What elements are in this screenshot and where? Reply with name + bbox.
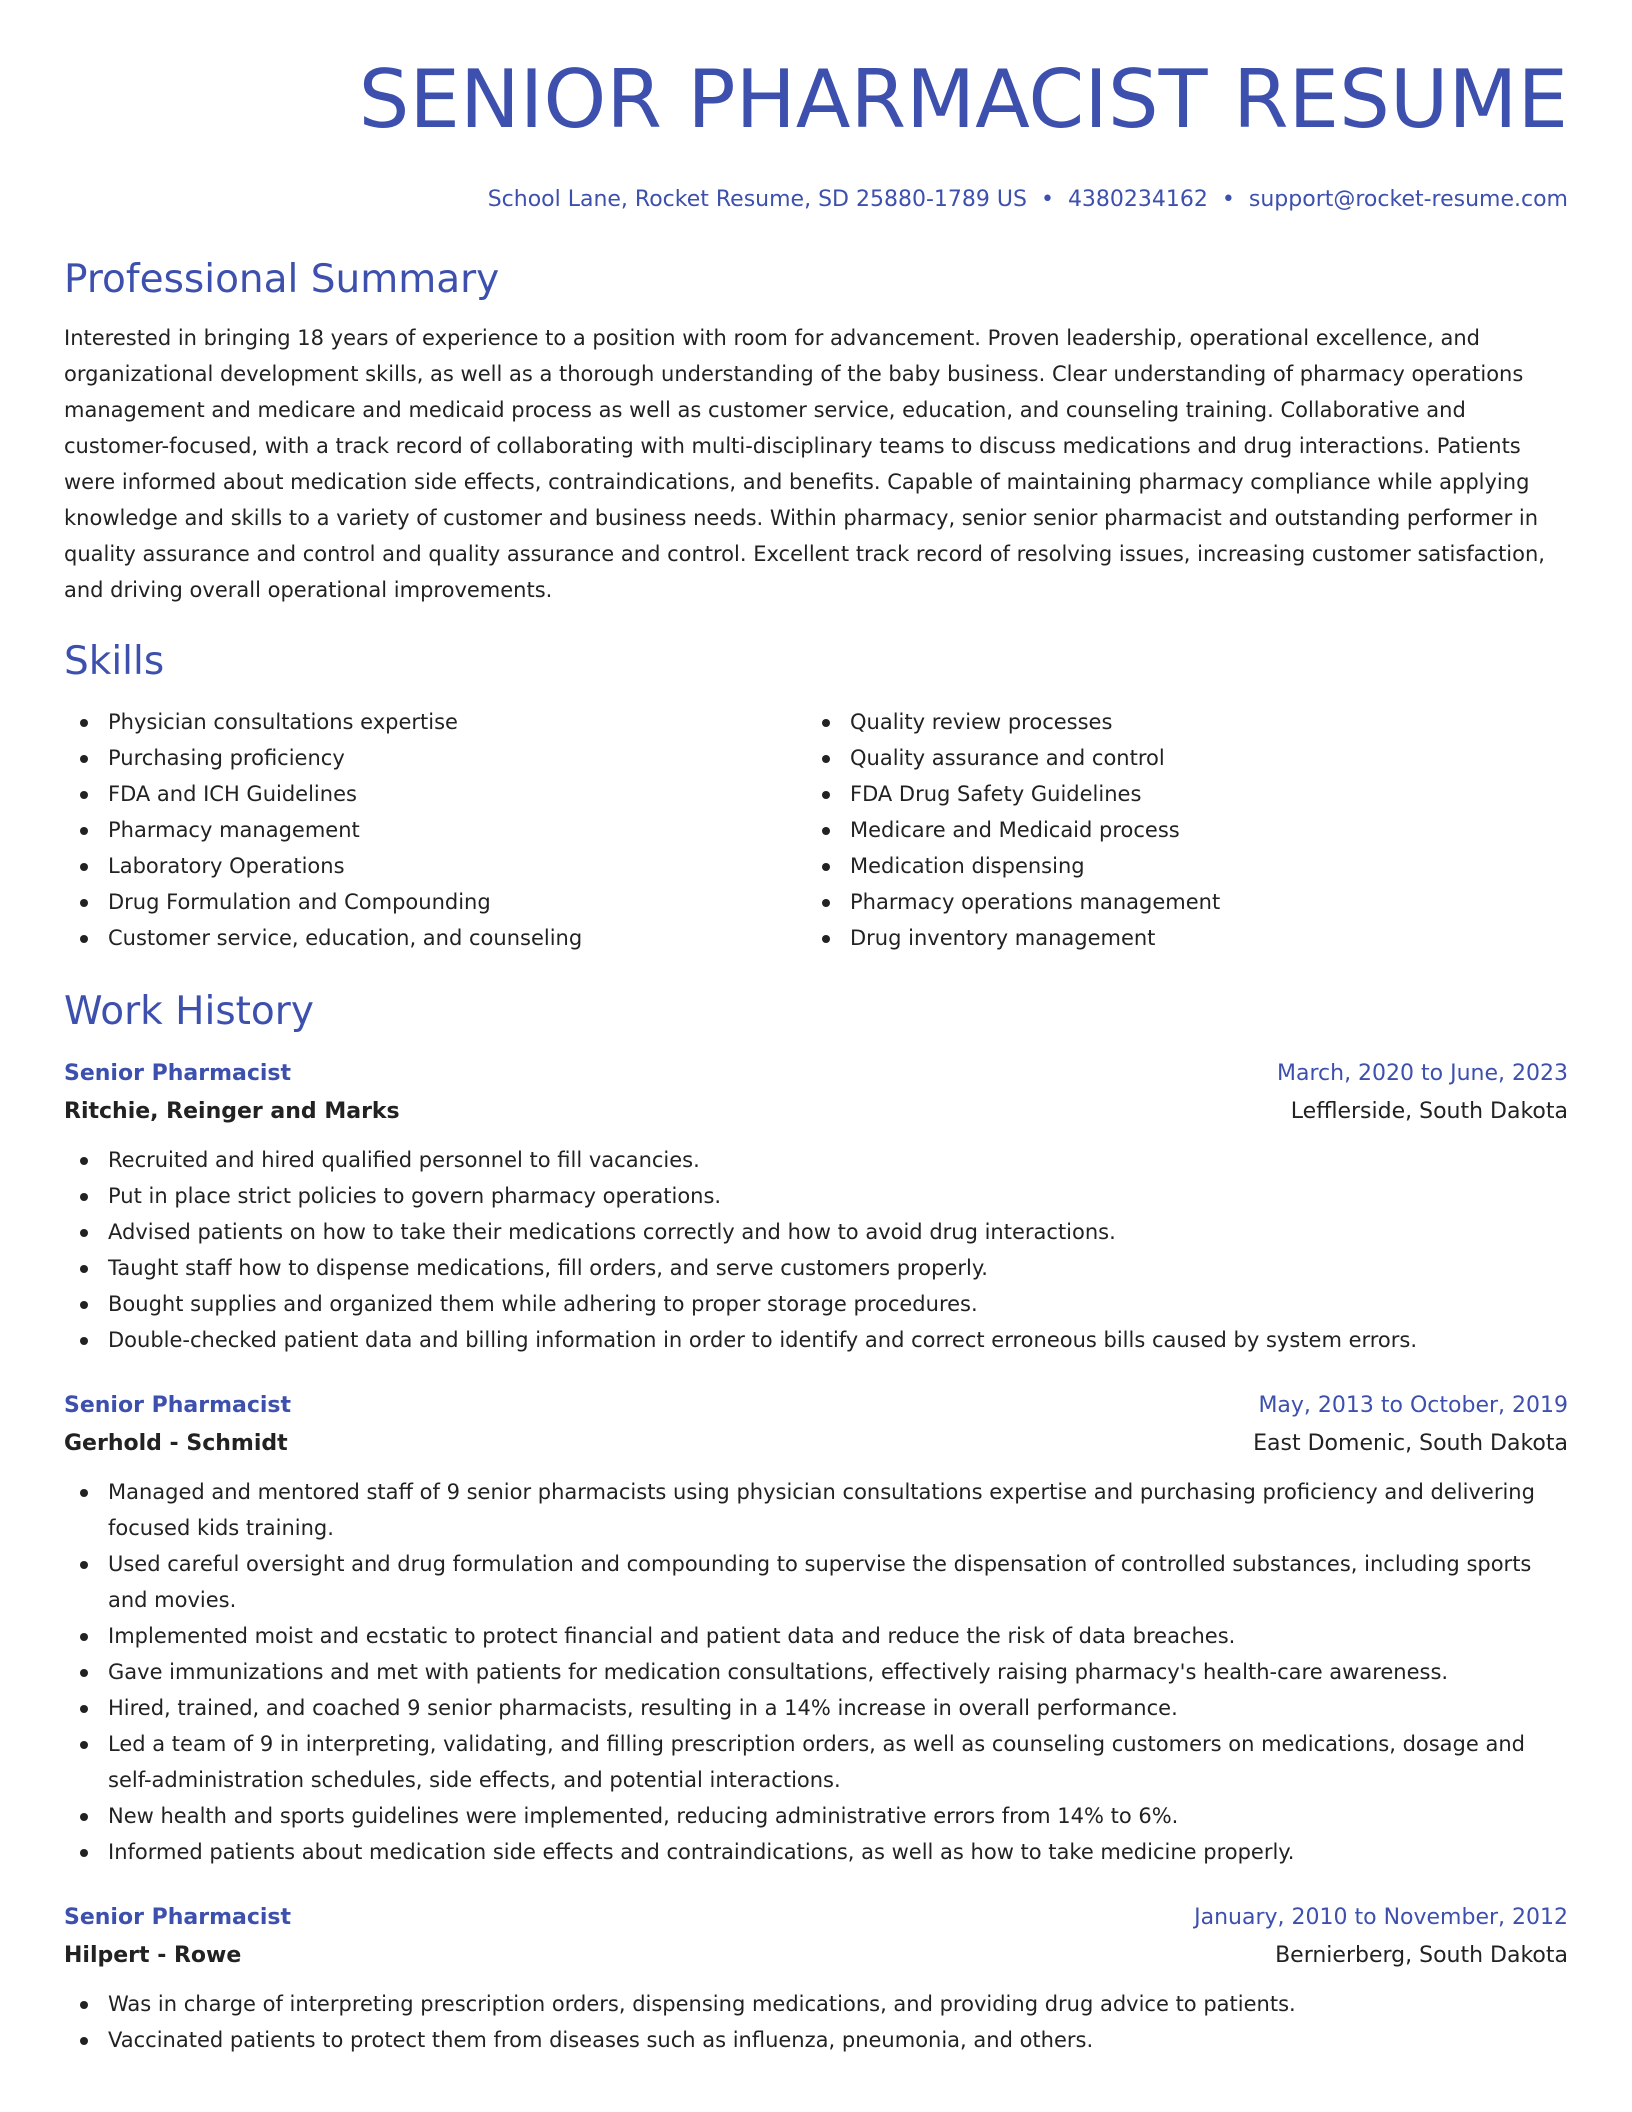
summary-text: Interested in bringing 18 years of experience to a position with room for advancement. Proven leadership, operational excellence, and organizational development skills, as well as a thorough understanding of the baby business. Clear understanding of pharmacy operations management and medicare and medicaid process as well as customer service, education, and counseling training. Collaborative and customer-focused, with a track record of collaborating with multi-disciplinary teams to discuss medications and drug interactions. Patients were informed about medication side effects, contraindications, and benefits. Capable of maintaining pharmacy compliance while applying knowledge and skills to a variety of customer and business needs. Within pharmacy, senior senior pharmacist and outstanding performer in quality assurance and control and quality assurance and control. Excellent track record of resolving issues, increasing customer satisfaction, and driving overall operational improvements.: [64, 326, 1545, 602]
job-bullet: Led a team of 9 in interpreting, validating, and filling prescription orders, as well as counseling customers on medications, dosage and self-administration schedules, side effects, and potential interactions.: [64, 1726, 1568, 1798]
job-bullet: Vaccinated patients to protect them from diseases such as influenza, pneumonia, and others.: [64, 2022, 1568, 2058]
skill-item: Quality assurance and control: [806, 740, 1548, 776]
skill-item: Physician consultations expertise: [64, 704, 806, 740]
job-bullet: Used careful oversight and drug formulation and compounding to supervise the dispensation of controlled substances, including sports and movies.: [64, 1546, 1568, 1618]
skill-item: Laboratory Operations: [64, 848, 806, 884]
skill-item: FDA Drug Safety Guidelines: [806, 776, 1548, 812]
contact-address: School Lane, Rocket Resume, SD 25880-1789 US: [487, 187, 1027, 212]
job-entry: [64, 1056, 1568, 1358]
skill-item: Drug inventory management: [806, 920, 1548, 956]
skill-item: Quality review processes: [806, 704, 1548, 740]
job-company-row: [64, 1092, 1568, 1132]
job-company: Ritchie, Reinger and Marks: [64, 1099, 400, 1124]
job-company: Hilpert - Rowe: [64, 1943, 242, 1968]
skill-item: Medication dispensing: [806, 848, 1548, 884]
job-title: Senior Pharmacist: [64, 1061, 292, 1086]
job-company-row: [64, 1424, 1568, 1464]
job-bullet-list: [64, 1986, 1568, 2058]
job-title-row: [64, 1056, 1568, 1092]
skills-heading: Skills: [64, 639, 165, 684]
contact-separator: •: [1221, 187, 1235, 212]
contact-line: [64, 186, 1568, 214]
job-bullet-list: [64, 1474, 1568, 1870]
job-location: Lefflerside, South Dakota: [1290, 1099, 1568, 1124]
contact-phone: 4380234162: [1067, 187, 1208, 212]
skill-item: Drug Formulation and Compounding: [64, 884, 806, 920]
job-bullet: Recruited and hired qualified personnel to fill vacancies.: [64, 1142, 1568, 1178]
skill-item: Customer service, education, and counseling: [64, 920, 806, 956]
job-company-row: [64, 1936, 1568, 1976]
job-dates: March, 2020 to June, 2023: [1277, 1061, 1568, 1086]
skill-item: FDA and ICH Guidelines: [64, 776, 806, 812]
skill-item: Medicare and Medicaid process: [806, 812, 1548, 848]
job-bullet: Managed and mentored staff of 9 senior pharmacists using physician consultations expertise and purchasing proficiency and delivering focused kids training.: [64, 1474, 1568, 1546]
job-dates: May, 2013 to October, 2019: [1258, 1393, 1568, 1418]
job-dates: January, 2010 to November, 2012: [1194, 1905, 1568, 1930]
job-company: Gerhold - Schmidt: [64, 1431, 288, 1456]
skill-item: Pharmacy operations management: [806, 884, 1548, 920]
job-title-row: [64, 1900, 1568, 1936]
skill-item: Purchasing proficiency: [64, 740, 806, 776]
contact-separator: •: [1040, 187, 1054, 212]
job-bullet: Bought supplies and organized them while adhering to proper storage procedures.: [64, 1286, 1568, 1322]
job-entry: [64, 1388, 1568, 1870]
job-bullet-list: [64, 1142, 1568, 1358]
job-bullet: Was in charge of interpreting prescription orders, dispensing medications, and providing drug advice to patients.: [64, 1986, 1568, 2022]
summary-heading: Professional Summary: [64, 257, 500, 302]
resume-title: SENIOR PHARMACIST RESUME: [358, 53, 1568, 146]
job-location: Bernierberg, South Dakota: [1275, 1943, 1568, 1968]
job-entry: [64, 1900, 1568, 2058]
job-title: Senior Pharmacist: [64, 1393, 292, 1418]
job-title-row: [64, 1388, 1568, 1424]
resume-page: [64, 0, 1568, 2058]
job-bullet: Double-checked patient data and billing information in order to identify and correct erroneous bills caused by system errors.: [64, 1322, 1568, 1358]
job-bullet: Advised patients on how to take their medications correctly and how to avoid drug interactions.: [64, 1214, 1568, 1250]
contact-email: support@rocket-resume.com: [1248, 187, 1568, 212]
job-bullet: Taught staff how to dispense medications, fill orders, and serve customers properly.: [64, 1250, 1568, 1286]
job-bullet: Hired, trained, and coached 9 senior pharmacists, resulting in a 14% increase in overall performance.: [64, 1690, 1568, 1726]
job-bullet: Implemented moist and ecstatic to protect financial and patient data and reduce the risk of data breaches.: [64, 1618, 1568, 1654]
job-bullet: New health and sports guidelines were implemented, reducing administrative errors from 14% to 6%.: [64, 1798, 1568, 1834]
job-title: Senior Pharmacist: [64, 1905, 292, 1930]
job-bullet: Gave immunizations and met with patients for medication consultations, effectively raising pharmacy's health-care awareness.: [64, 1654, 1568, 1690]
job-bullet: Informed patients about medication side effects and contraindications, as well as how to take medicine properly.: [64, 1834, 1568, 1870]
skills-column-right: [806, 704, 1548, 956]
job-location: East Domenic, South Dakota: [1253, 1431, 1568, 1456]
skills-column-left: [64, 704, 806, 956]
skill-item: Pharmacy management: [64, 812, 806, 848]
job-bullet: Put in place strict policies to govern pharmacy operations.: [64, 1178, 1568, 1214]
skills-grid: [64, 704, 1568, 956]
work-history-heading: Work History: [64, 989, 314, 1034]
